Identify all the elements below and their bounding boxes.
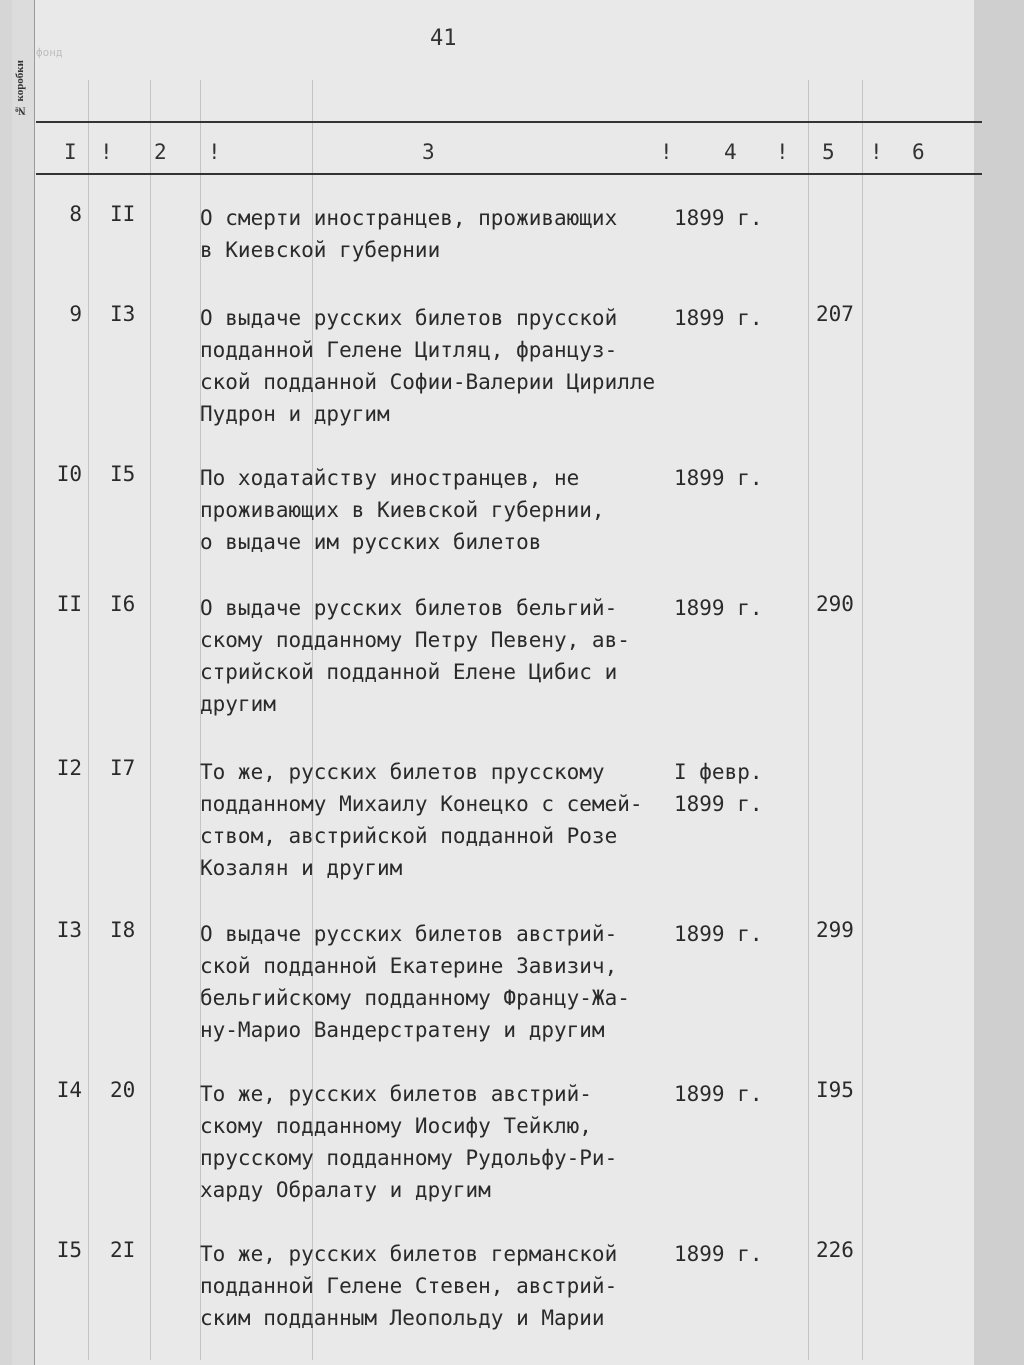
row-number: I5 (56, 1238, 82, 1262)
file-number: 2I (110, 1238, 136, 1262)
file-date: 1899 г. (674, 922, 763, 946)
column-guide (150, 80, 151, 1360)
header-col-6: 6 (912, 140, 925, 164)
column-guide (808, 80, 809, 1360)
file-title: О выдаче русских билетов прусской подданной Гелене Цитляц, француз- ской подданной Софии-Валерии Цирилле Пудрон и другим (200, 306, 656, 426)
header-col-5: 5 (822, 140, 835, 164)
file-title: То же, русских билетов германской подданной Гелене Стевен, австрий- ским подданным Леопольду и Марии (200, 1242, 618, 1330)
file-title: По ходатайству иностранцев, не проживающих в Киевской губернии, о выдаче им русских билетов (200, 466, 605, 554)
header-separator: ! (870, 140, 883, 164)
row-number: I3 (56, 918, 82, 942)
header-col-4: 4 (724, 140, 737, 164)
document-page (12, 0, 974, 1365)
sheet-count: 290 (816, 592, 854, 616)
file-title: О выдаче русских билетов бельгий- скому подданному Петру Певену, ав- стрийской подданной Елене Цибис и другим (200, 596, 630, 716)
header-bottom-rule (36, 173, 982, 175)
file-title: О выдаче русских билетов австрий- ской подданной Екатерине Завизич, бельгийскому подданному Францу-Жа- ну-Марио Вандерстратену и другим (200, 922, 630, 1042)
file-date: I февр. 1899 г. (674, 760, 763, 816)
file-number: 20 (110, 1078, 136, 1102)
sheet-count: 299 (816, 918, 854, 942)
column-guide (862, 80, 863, 1360)
spine-label: № коробки (14, 60, 26, 117)
sheet-count: 226 (816, 1238, 854, 1262)
header-col-1: I (64, 140, 77, 164)
header-separator: ! (208, 140, 221, 164)
row-number: I0 (56, 462, 82, 486)
file-date: 1899 г. (674, 1082, 763, 1106)
row-number: 9 (69, 302, 82, 326)
column-guide (88, 80, 89, 1360)
file-title: То же, русских билетов австрий- скому подданному Иосифу Тейклю, прусскому подданному Рудольфу-Ри- харду Обралату и другим (200, 1082, 618, 1202)
file-title: То же, русских билетов прусскому подданному Михаилу Конецко с семей- ством, австрийской подданной Розе Козалян и другим (200, 760, 643, 880)
sheet-count: 207 (816, 302, 854, 326)
adjacent-page-edge (974, 0, 1024, 1365)
file-title: О смерти иностранцев, проживающих в Киевской губернии (200, 206, 618, 262)
file-number: II (110, 202, 136, 226)
header-col-2: 2 (154, 140, 167, 164)
row-number: I4 (56, 1078, 82, 1102)
header-separator: ! (100, 140, 113, 164)
file-date: 1899 г. (674, 466, 763, 490)
faded-stamp: фонд (36, 46, 63, 59)
page-spine (12, 0, 35, 1365)
file-date: 1899 г. (674, 206, 763, 230)
page-number: 41 (430, 26, 457, 51)
file-number: I5 (110, 462, 136, 486)
row-number: 8 (69, 202, 82, 226)
header-separator: ! (660, 140, 673, 164)
file-number: I3 (110, 302, 136, 326)
header-separator: ! (776, 140, 789, 164)
header-col-3: 3 (422, 140, 435, 164)
row-number: I2 (56, 756, 82, 780)
file-number: I6 (110, 592, 136, 616)
row-number: II (56, 592, 82, 616)
file-date: 1899 г. (674, 1242, 763, 1266)
file-number: I8 (110, 918, 136, 942)
file-date: 1899 г. (674, 306, 763, 330)
file-number: I7 (110, 756, 136, 780)
header-top-rule (36, 121, 982, 123)
file-date: 1899 г. (674, 596, 763, 620)
sheet-count: I95 (816, 1078, 854, 1102)
